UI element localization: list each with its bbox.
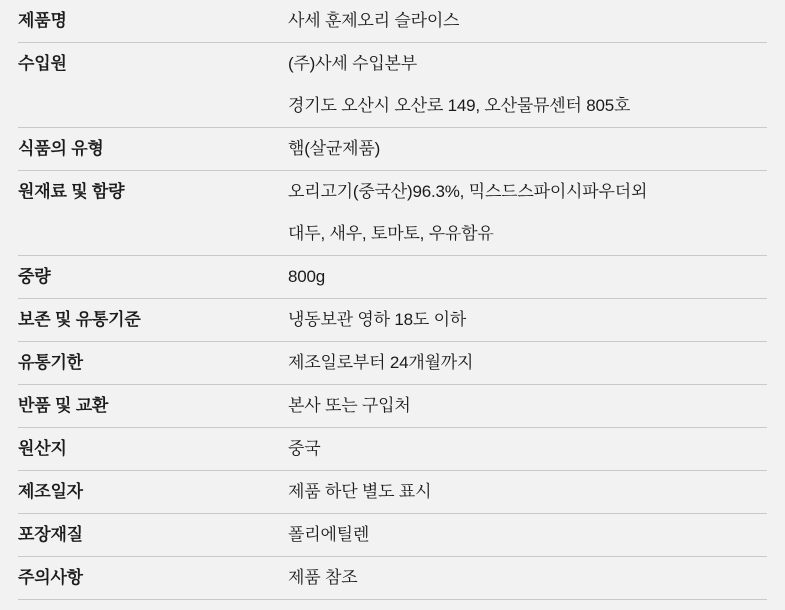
row-value: 중국: [288, 438, 321, 458]
table-row: [18, 213, 767, 256]
row-label: [18, 213, 288, 256]
row-value: 800g: [288, 266, 326, 286]
table-row: [18, 471, 767, 514]
row-value: (주)사세 수입본부: [288, 53, 417, 73]
row-value: 햄(살균제품): [288, 138, 381, 158]
table-row: [18, 0, 767, 43]
row-value: 대두, 새우, 토마토, 우유함유: [288, 223, 494, 243]
product-spec-table: [18, 0, 767, 600]
row-label: 반품 및 교환: [18, 395, 109, 415]
table-row: [18, 171, 767, 214]
table-row: [18, 514, 767, 557]
row-value: 본사 또는 구입처: [288, 395, 411, 415]
table-row: [18, 43, 767, 86]
table-row: [18, 299, 767, 342]
row-value: 오리고기(중국산)96.3%, 믹스드스파이시파우더외: [288, 181, 648, 201]
row-label: 식품의 유형: [18, 138, 104, 158]
row-value: 경기도 오산시 오산로 149, 오산물뮤센터 805호: [288, 95, 631, 115]
table-row: [18, 256, 767, 299]
row-label: 수입원: [18, 53, 67, 73]
row-label: 제품명: [18, 10, 67, 30]
row-label: 포장재질: [18, 524, 83, 544]
row-value: 제조일로부터 24개월까지: [288, 352, 474, 372]
row-value: 제품 하단 별도 표시: [288, 481, 432, 501]
row-label: 주의사항: [18, 567, 83, 587]
row-label: [18, 85, 288, 128]
row-label: 원재료 및 함량: [18, 181, 125, 201]
row-label: 중량: [18, 266, 51, 286]
row-value: 사세 훈제오리 슬라이스: [288, 10, 460, 30]
spec-table-body: [18, 0, 767, 600]
table-row: [18, 342, 767, 385]
row-value: 냉동보관 영하 18도 이하: [288, 309, 467, 329]
row-label: 보존 및 유통기준: [18, 309, 141, 329]
row-value: 폴리에틸렌: [288, 524, 370, 544]
row-value: 제품 참조: [288, 567, 358, 587]
row-label: 원산지: [18, 438, 67, 458]
table-row: [18, 385, 767, 428]
row-label: 유통기한: [18, 352, 83, 372]
row-label: 제조일자: [18, 481, 83, 501]
table-row: [18, 128, 767, 171]
table-row: [18, 557, 767, 600]
table-row: [18, 428, 767, 471]
table-row: [18, 85, 767, 128]
